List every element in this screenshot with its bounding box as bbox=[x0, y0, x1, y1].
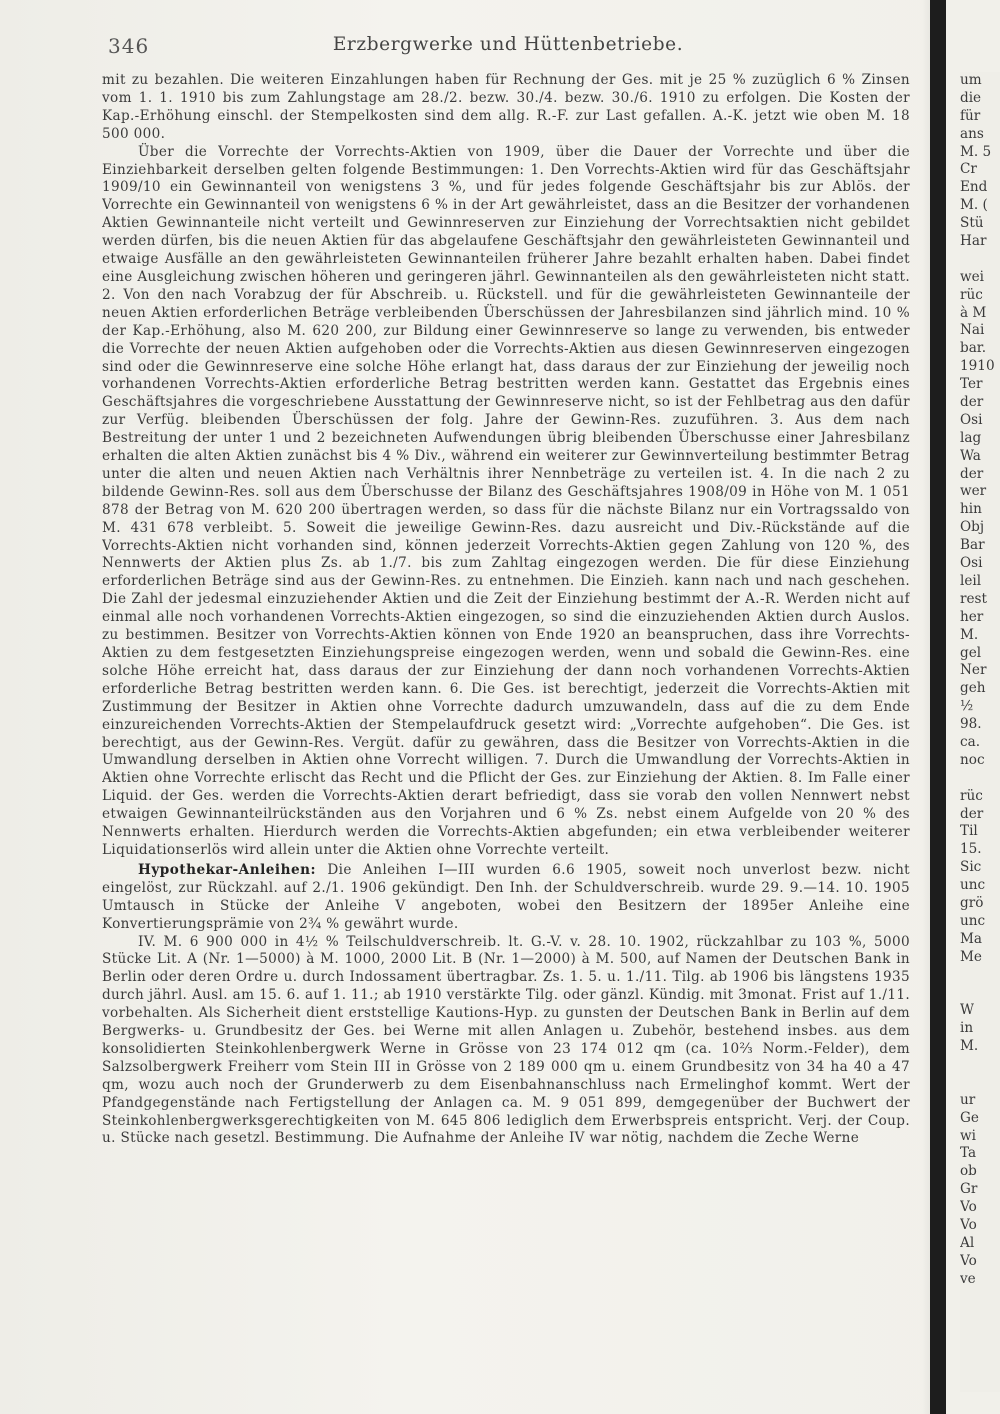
fragment-line: Vo bbox=[960, 1199, 977, 1216]
fragment-line: wei bbox=[960, 268, 985, 285]
fragment-line: Wa bbox=[960, 447, 981, 464]
fragment-line: Ma bbox=[960, 930, 983, 947]
fragment-line: ur bbox=[960, 1091, 976, 1108]
fragment-line: für bbox=[960, 107, 981, 124]
fragment-line: à M bbox=[960, 304, 987, 321]
paragraph-capital-payment bbox=[102, 72, 910, 144]
fragment-line: Nai bbox=[960, 322, 985, 339]
page-number: 346 bbox=[108, 34, 150, 58]
fragment-line: ve bbox=[960, 1270, 976, 1287]
fragment-line: wer bbox=[960, 483, 987, 500]
fragment-line: in bbox=[960, 1020, 974, 1037]
fragment-line bbox=[960, 984, 1000, 1002]
book-spine bbox=[930, 0, 946, 1414]
fragment-line: Obj bbox=[960, 519, 985, 536]
fragment-line: 15. bbox=[960, 841, 982, 858]
fragment-line: Ta bbox=[960, 1145, 977, 1162]
fragment-line: Stü bbox=[960, 215, 984, 232]
fragment-line: Vo bbox=[960, 1252, 977, 1269]
fragment-line: Ner bbox=[960, 662, 987, 679]
paragraph-text: mit zu bezahlen. Die weiteren Einzahlungen haben für Rechnung der Ges. mit je 25 % zuzüglich 6 % Zinsen vom 1. 1. 1910 bis zum Zahlungstage am 28./2. bezw. 30./4. bezw. 30./6. 1910 zu erfolgen. Die Kosten der Kap.-Erhöhung einschl. der Stempelkosten sind dem allg. R.-F. zur Last gefallen. A.-K. jetzt wie oben M. 18 500 000. bbox=[102, 72, 910, 142]
section-heading: Hypothekar-Anleihen: bbox=[138, 861, 316, 878]
fragment-line: Vo bbox=[960, 1217, 977, 1233]
fragment-line: M. 5 bbox=[960, 143, 992, 160]
fragment-line: lag bbox=[960, 429, 982, 446]
fragment-line bbox=[960, 770, 1000, 788]
running-title: Erzbergwerke und Hüttenbetriebe. bbox=[332, 34, 684, 55]
fragment-line: Osi bbox=[960, 555, 983, 572]
fragment-line: Osi bbox=[960, 411, 983, 428]
fragment-line: noc bbox=[960, 751, 985, 768]
paragraph-loan-iv bbox=[102, 934, 910, 1149]
paragraph-text: Die Anleihen I—III wurden 6.6 1905, soweit noch unverlost bezw. nicht eingelöst, zur Rückzahl. auf 2./1. 1906 gekündigt. Den Inh. der Schuldverschreib. wurde 29. 9.—14. 10. 1905 Umtausch in Stücke der Anleihe V angeboten, wobei den Besitzern der 1895er Anleihe eine Konvertierungsprämie von 2¾ % gewährt wurde. bbox=[102, 861, 910, 932]
fragment-line: Bar bbox=[960, 537, 985, 554]
main-text-column bbox=[102, 72, 910, 1392]
fragment-line bbox=[960, 251, 1000, 269]
fragment-line bbox=[960, 967, 1000, 985]
fragment-line: Ter bbox=[960, 376, 983, 393]
fragment-line: leil bbox=[960, 572, 982, 589]
fragment-line: hin bbox=[960, 501, 982, 518]
fragment-line: Me bbox=[960, 948, 982, 965]
fragment-line: Sic bbox=[960, 859, 982, 876]
fragment-line: gel bbox=[960, 644, 982, 661]
fragment-line: rüc bbox=[960, 787, 983, 804]
fragment-line: der bbox=[960, 805, 984, 822]
fragment-line bbox=[960, 1074, 1000, 1092]
fragment-line: bar. bbox=[960, 340, 987, 357]
fragment-line: 1910 bbox=[960, 358, 995, 375]
fragment-line: ca. bbox=[960, 733, 981, 750]
paragraph-mortgage-loans bbox=[102, 862, 910, 934]
fragment-line: End bbox=[960, 179, 988, 196]
fragment-line: Gr bbox=[960, 1181, 978, 1198]
paragraph-preference-shares bbox=[102, 144, 910, 860]
fragment-line: her bbox=[960, 608, 984, 625]
fragment-line: unc bbox=[960, 912, 986, 929]
fragment-line: die bbox=[960, 89, 982, 106]
fragment-line: um bbox=[960, 72, 982, 88]
fragment-line: Har bbox=[960, 233, 987, 250]
fragment-line: Cr bbox=[960, 161, 977, 178]
paragraph-text: IV. M. 6 900 000 in 4½ % Teilschuldverschreib. lt. G.-V. v. 28. 10. 1902, rückzahlbar zu 103 %, 5000 Stücke Lit. A (Nr. 1—5000) à M. 1000, 2000 Lit. B (Nr. 1—2000) à M. 500, auf Namen der Deutschen Bank in Berlin oder deren Ordre u. durch Indossament übertragbar. Zs. 1. 5. u. 1./11. Tilg. ab 1906 bis längstens 1935 durch jährl. Ausl. am 15. 6. auf 1. 11.; ab 1910 verstärkte Tilg. oder gänzl. Kündig. mit 3monat. Frist auf 1./11. vorbehalten. Als Sicherheit dient erststellige Kautions-Hyp. zu gunsten der Deutschen Bank in Berlin auf dem Bergwerks- u. Grundbesitz der Ges. bei Werne mit allen Anlagen u. Zubehör, bestehend insbes. aus dem konsolidierten Steinkohlenbergwerk Werne in Grösse von 23 174 012 qm (ca. 10⅔ Norm.-Felder), dem Salzsolbergwerk Freiherr vom Stein III in Grösse von 2 189 000 qm u. einem Grundbesitz von 34 ha 40 a 47 qm, wozu auch noch der Grunderwerb zu dem Eisenbahnanschluss nach Ermelinghof kommt. Wert der Pfandgegenstände nach Fertigstellung der Anlagen ca. M. 9 051 899, demgegenüber der Buchwert der Steinkohlenbergwerksgerechtigkeiten von M. 645 806 lediglich dem Erwerbspreis entspricht. Verj. der Coup. u. Stücke nach gesetzl. Bestimmung. Die Aufnahme der Anleihe IV war nötig, nachdem die Zeche Werne bbox=[102, 933, 910, 1147]
fragment-line: der bbox=[960, 465, 984, 482]
fragment-line: ½ bbox=[960, 698, 974, 715]
fragment-line: M. bbox=[960, 1038, 979, 1055]
fragment-line: M. bbox=[960, 626, 979, 643]
fragment-line: ob bbox=[960, 1163, 977, 1180]
fragment-line: rest bbox=[960, 590, 987, 607]
fragment-line bbox=[960, 1056, 1000, 1074]
paragraph-text: Über die Vorrechte der Vorrechts-Aktien von 1909, über die Dauer der Vorrechte und über die Einziehbarkeit derselben gelten folgende Bestimmungen: 1. Den Vorrechts-Aktien wird für das Geschäftsjahr 1909/10 ein Gewinnanteil von wenigstens 3 %, und für jedes folgende Geschäftsjahr bis zur Ablös. der Vorrechte ein Gewinnanteil von wenigstens 6 % in der Art gewährleistet, dass an die Besitzer der vorhandenen Aktien Gewinnanteile nicht verteilt und Gewinnreserven zur Einziehung der Vorrechtsaktien nicht gebildet werden dürfen, bis die neuen Aktien für das abgelaufene Geschäftsjahr den gewährleisteten Gewinnanteil und etwaige Ausfälle an den gewährleisteten Gewinnanteilen früherer Jahre bezahlt erhalten haben. Dabei findet eine Ausgleichung zwischen höheren und geringeren jährl. Gewinnanteilen als den gewährleisteten nicht statt. 2. Von den nach Vorabzug der für Abschreib. u. Rückstell. und für die gewährleisteten Gewinnanteile der neuen Aktien erforderlichen Beträge verbleibenden Überschüssen der Jahresbilanzen sind jährlich mind. 10 % der Kap.-Erhöhung, also M. 620 200, zur Bildung einer Gewinnreserve so lange zu verwenden, bis entweder die Vorrechte der neuen Aktien aufgehoben oder die Vorrechts-Aktien aus diesen Gewinnreserven eingezogen sind oder die Gewinnreserve eine solche Höhe erlangt hat, dass daraus der zur Einziehung der jeweilig noch vorhandenen Vorrechts-Aktien erforderliche Betrag bestritten werden kann. Gestattet das Ergebnis eines Geschäftsjahres die vorgeschriebene Ausstattung der Gewinnreserve nicht, so ist der Fehlbetrag aus den dafür zur Verfüg. bleibenden Überschüssen der folg. Jahre der Gewinn-Res. zuzuführen. 3. Aus dem nach Bestreitung der unter 1 und 2 bezeichneten Aufwendungen übrig bleibenden Überschusse einer Jahresbilanz erhalten die alten Aktien zunächst bis 4 % Div., während ein weiterer zur Gewinnverteilung bestimmter Betrag unter die alten und neuen Aktien nach Verhältnis ihrer Nennbeträge zu verteilen ist. 4. In die nach 2 zu bildende Gewinn-Res. soll aus dem Überschusse der Bilanz des Geschäftsjahres 1908/09 in Höhe von M. 1 051 878 der Betrag von M. 620 200 übertragen werden, so dass für die nächste Bilanz nur ein Vortragssaldo von M. 431 678 verbleibt. 5. Soweit die jeweilige Gewinn-Res. dazu ausreicht und Div.-Rückstände auf die Vorrechts-Aktien nicht vorhanden sind, können jederzeit Vorrechts-Aktien gegen Zahlung von 120 %, des Nennwerts der Aktien plus Zs. ab 1./7. bis zum Zahltag eingezogen werden. Die für diese Einziehung erforderlichen Beträge sind aus der Gewinn-Res. zu entnehmen. Die Einzieh. kann nach und nach geschehen. Die Zahl der jedesmal einzuziehender Aktien und die Zeit der Einziehung bestimmt der A.-R. Werden nicht auf einmal alle noch vorhandenen Vorrechts-Aktien eingezogen, so sind die einzuziehenden Aktien durch Auslos. zu bestimmen. Besitzer von Vorrechts-Aktien können von Ende 1920 an beanspruchen, dass ihre Vorrechts-Aktien zu dem festgesetzten Einziehungspreise eingezogen werden, wenn und sobald die Gewinn-Res. eine solche Höhe erreicht hat, dass daraus der zur Einziehung der dann noch vorhandenen Vorrechts-Aktien erforderliche Betrag bestritten werden kann. 6. Die Ges. ist berechtigt, jederzeit die Vorrechts-Aktien mit Zustimmung der Besitzer in Aktien ohne Vorrechte dadurch umzuwandeln, dass auf die zu dem Ende einzureichenden Vorrechts-Aktien der Stempelaufdruck gesetzt wird: „Vorrechte aufgehoben“. Die Ges. ist berechtigt, aus der Gewinn-Res. Vergüt. dafür zu gewähren, dass die Besitzer von Vorrechts-Aktien in die Umwandlung derselben in Aktien ohne Vorrecht willigen. 7. Durch die Umwandlung der Vorrechts-Aktien in Aktien ohne Vorrechte erlischt das Recht und die Pflicht der Ges. zur Einziehung der Aktien. 8. Im Falle einer Liquid. der Ges. werden die Vorrechts-Aktien derart befriedigt, dass sie vorab den vollen Nennwert nebst etwaigen Gewinnanteilrückständen aus den Vorjahren und 6 % Zs. nebst einem Aufgelde von 20 % des Nennwerts erhalten. Hierdurch werden die Vorrechts-Aktien abgefunden; ein etwa verbleibender weiterer Liquidationserlös wird allein unter die Aktien ohne Vorrechte verteilt. bbox=[102, 143, 910, 858]
fragment-line: wi bbox=[960, 1127, 976, 1144]
fragment-line: Ge bbox=[960, 1109, 979, 1126]
next-page-fragment bbox=[960, 72, 1000, 1392]
fragment-line: der bbox=[960, 394, 984, 411]
fragment-line: Al bbox=[960, 1234, 975, 1251]
fragment-line: W bbox=[960, 1002, 974, 1019]
page-header bbox=[108, 30, 908, 60]
fragment-line: M. ( bbox=[960, 197, 988, 214]
fragment-line: Til bbox=[960, 823, 978, 840]
fragment-line: unc bbox=[960, 877, 986, 894]
fragment-line: geh bbox=[960, 680, 986, 697]
fragment-line: 98. bbox=[960, 716, 982, 733]
fragment-line: grö bbox=[960, 894, 984, 911]
fragment-line: rüc bbox=[960, 286, 983, 303]
fragment-line: ans bbox=[960, 125, 984, 142]
